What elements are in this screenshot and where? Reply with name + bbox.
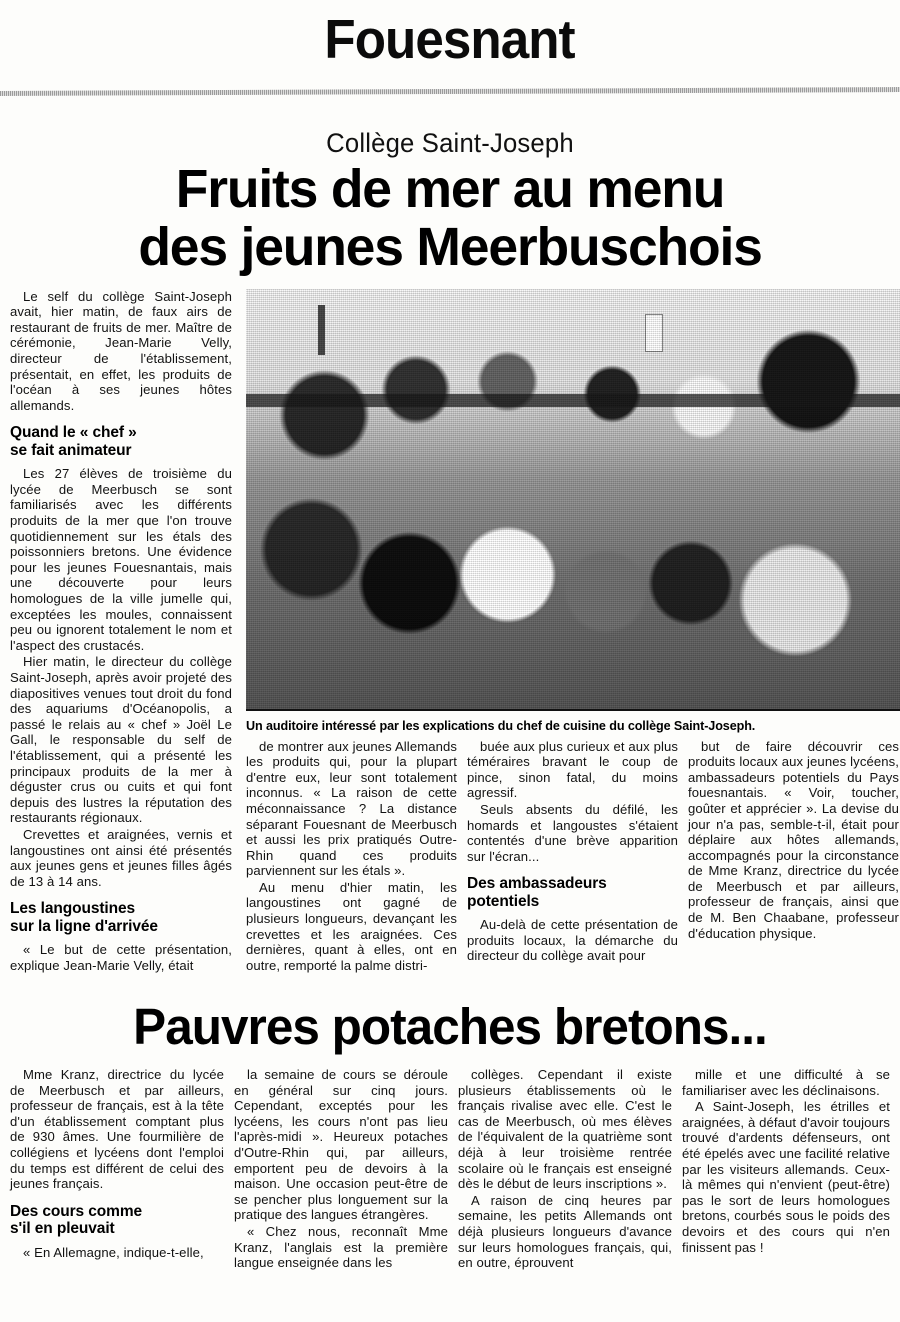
article2-headline: Pauvres potaches bretons... xyxy=(133,997,767,1055)
masthead-divider xyxy=(0,87,900,96)
paragraph: buée aux plus curieux et aux plus téméraires bravant le coup de pince, sinon fatal, du moins agressif. xyxy=(467,738,678,801)
masthead xyxy=(0,0,900,70)
section-subheading xyxy=(10,424,232,459)
subheading-line-1: Quand le « chef » xyxy=(10,424,137,442)
article2-column-1 xyxy=(10,1067,224,1271)
subheading-line-2: potentiels xyxy=(467,892,540,910)
article-headline xyxy=(5,161,896,277)
article-pauvres-potaches xyxy=(0,997,900,1271)
article2-column-2 xyxy=(234,1067,448,1271)
article-column-3 xyxy=(467,739,678,974)
section-subheading xyxy=(10,1203,224,1238)
section-subheading xyxy=(467,875,678,910)
photo-halftone-overlay xyxy=(246,289,900,709)
article-photo-block xyxy=(246,289,900,734)
paragraph: Seuls absents du défilé, les homards et langoustes s'étaient contentés d'une brève apparition sur l'écran... xyxy=(467,801,678,864)
paragraph: Au-delà de cette présentation de produits locaux, la démarche du directeur du collège avait pour xyxy=(467,917,678,964)
subheading-line-2: se fait animateur xyxy=(10,441,132,459)
paragraph: Hier matin, le directeur du collège Saint-Joseph, après avoir projeté des diapositives venues tout droit du fond des aquariums d'Océanopolis, a passé le relais au « chef » Joël Le Gall, le responsable du self de l'établissement, qui a présenté les principaux produits de la mer à déguster crus ou cuits et qui font depuis des lustres la réputation des restaurants régionaux. xyxy=(10,654,232,826)
article2-column-4 xyxy=(682,1067,890,1271)
paragraph: « En Allemagne, indique-t-elle, xyxy=(23,1244,204,1260)
headline-line-2: des jeunes Meerbuschois xyxy=(138,216,762,277)
section-subheading xyxy=(10,900,232,935)
article-kicker: Collège Saint-Joseph xyxy=(326,128,574,158)
headline-line-1: Fruits de mer au menu xyxy=(175,159,725,219)
paragraph: Au menu d'hier matin, les langoustines ont gagné de plusieurs longueurs, devançant les crevettes et les araignées. Ces dernières, quant à elles, ont en outre, remporté la palme distri- xyxy=(246,879,457,973)
article-top-area xyxy=(0,289,900,974)
article-fruits-de-mer xyxy=(0,128,900,974)
paragraph: Le self du collège Saint-Joseph avait, hier matin, de faux airs de restaurant de fruits de mer. Maître de cérémonie, Jean-Marie Velly, directeur de l'établissement, présentait, en effet, les produits de l'océan à ses jeunes hôtes allemands. xyxy=(10,288,232,413)
paragraph: but de faire découvrir ces produits locaux aux jeunes lycéens, ambassadeurs potentiels du Pays fouesnantais. « Voir, toucher, goûter et apprécier ». La devise du jour n'a pas, semble-t-il, était pour déplaire aux hôtes allemands, accompagnés pour la circonstance de Mme Kranz, directrice du lycée de Meerbusch et par ailleurs, professeur de français, ainsi que de M. Ben Chaabane, professeur d'éducation physique. xyxy=(688,738,899,941)
group-photo xyxy=(246,289,900,709)
paragraph: la semaine de cours se déroule en général sur cinq jours. Cependant, exceptés pour les lycéens, les cours n'ont pas lieu l'après-midi ». Heureux potaches d'Outre-Rhin qui, par ailleurs, emportent peu de devoirs à la maison. Une occasion peut-être de se pencher plus longuement sur la pratique des langues étrangères. xyxy=(234,1067,448,1223)
paragraph: Les 27 élèves de troisième du lycée de Meerbusch se sont familiarisés avec les différents produits de la mer que l'on trouve quotidiennement sur les étals des poissonniers bretons. Une évidence pour les jeunes Fouesnantais, mais une découverte pour leurs homologues de la ville jumelle qui, exceptées les moules, connaissent peu ou ignorent totalement le nom et l'aspect des crustacés. xyxy=(10,466,232,653)
paragraph: A raison de cinq heures par semaine, les petits Allemands ont déjà plusieurs longueurs d'avance sur leurs homologues français, qui, en outre, éprouvent xyxy=(458,1192,672,1271)
paragraph: « Le but de cette présentation, explique Jean-Marie Velly, était xyxy=(10,942,232,973)
paragraph: de montrer aux jeunes Allemands les produits qui, pour la plupart d'entre eux, leur sont totalement inconnus. « La raison de cette méconnaissance ? La distance séparant Fouesnant de Meerbusch et aussi les prix pratiqués Outre-Rhin quand ces produits parviennent sur les étals ». xyxy=(246,738,457,879)
article2-columns xyxy=(0,1067,900,1271)
article-lower-columns xyxy=(246,739,900,974)
article-column-2 xyxy=(246,739,457,974)
paragraph: Crevettes et araignées, vernis et langoustines ont ainsi été présentés aux jeunes gens et jeunes filles âgés de 13 à 14 ans. xyxy=(10,826,232,889)
photo-caption: Un auditoire intéressé par les explications du chef de cuisine du collège Saint-Joseph. xyxy=(246,718,756,733)
subheading-line-1: Des ambassadeurs xyxy=(467,875,607,893)
subheading-line-1: Des cours comme xyxy=(10,1202,143,1220)
paragraph: Mme Kranz, directrice du lycée de Meerbusch et par ailleurs, professeur de français, est à la tête d'un établissement comptant plus de 930 âmes. Une fourmilière de collégiens et lycéens dont l'emploi du temps est différent de celui des jeunes français. xyxy=(10,1067,224,1192)
page-title: Fouesnant xyxy=(324,8,576,70)
article-column-1 xyxy=(10,289,232,974)
subheading-line-2: sur la ligne d'arrivée xyxy=(10,917,158,935)
paragraph: A Saint-Joseph, les étrilles et araignées, à défaut d'avoir toujours trouvé d'ardents défenseurs, ont été épelés avec une facilité relative par les visiteurs allemands. Ceux-là mêmes qui n'envient (peut-être) pas le sort de leurs homologues bretons, courbés sous le poids des devoirs et des cours qui n'en finissent pas ! xyxy=(682,1099,890,1255)
subheading-line-1: Les langoustines xyxy=(10,900,136,918)
subheading-line-2: s'il en pleuvait xyxy=(10,1220,115,1238)
paragraph: « Chez nous, reconnaît Mme Kranz, l'anglais est la première langue enseignée dans les xyxy=(234,1223,448,1271)
paragraph: collèges. Cependant il existe plusieurs établissements où le français rivalise avec elle. C'est le cas de Meerbusch, où mes élèves de l'équivalent de la quatrième sont déjà à leur troisième rentrée scolaire où le français est enseigné dès le début de leurs inscriptions ». xyxy=(458,1067,672,1192)
article-column-4 xyxy=(688,739,899,974)
article2-column-3 xyxy=(458,1067,672,1271)
paragraph: mille et une difficulté à se familiariser avec les déclinaisons. xyxy=(682,1067,890,1098)
caption-divider xyxy=(246,709,900,711)
